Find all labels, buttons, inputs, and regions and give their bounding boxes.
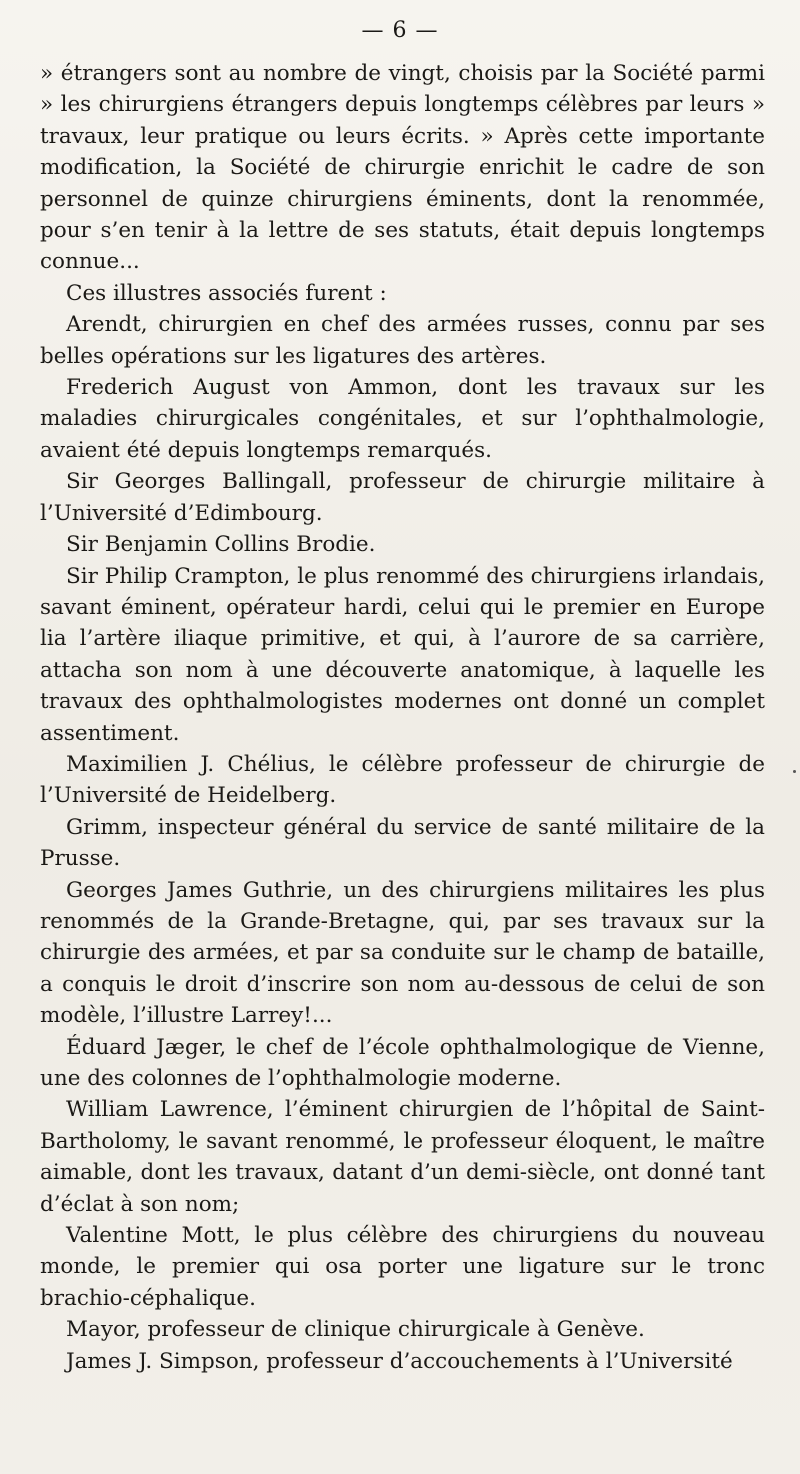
paragraph-mott: Valentine Mott, le plus célèbre des chirurgiens du nouveau monde, le premier qui osa porter une ligature sur le tronc brachio-céphalique. (40, 1223, 765, 1311)
paragraph-guthrie: Georges James Guthrie, un des chirurgiens militaires les plus renommés de la Grande-Bretagne, qui, par ses travaux sur la chirurgie des armées, et par sa conduite sur le champ de bataille, a conquis le droit d’inscrire son nom au-dessous de celui de son modèle, l’illustre Larrey!... (40, 877, 765, 1029)
paragraph-mayor: Mayor, professeur de clinique chirurgicale à Genève. (66, 1317, 645, 1343)
paragraph-jaeger: Éduard Jæger, le chef de l’école ophthalmologique de Vienne, une des colonnes de l’ophthalmologie moderne. (40, 1034, 765, 1091)
margin-mark (793, 770, 796, 773)
paragraph-chelius: Maximilien J. Chélius, le célèbre professeur de chirurgie de l’Université de Heidelberg. (40, 751, 765, 809)
paragraph-brodie: Sir Benjamin Collins Brodie. (66, 532, 376, 558)
page-number: — 6 — (361, 18, 439, 43)
paragraph-crampton: Sir Philip Crampton, le plus renommé des chirurgiens irlandais, savant éminent, opérateur hardi, celui qui le premier en Europe lia l’artère iliaque primitive, et qui, à l’aurore de sa carrière, attacha son nom à une découverte anatomique, à laquelle les travaux des ophthalmologistes modernes ont donné un complet assentiment. (40, 563, 765, 746)
paragraph-simpson: James J. Simpson, professeur d’accouchements à l’Université (66, 1348, 733, 1374)
paragraph-lawrence: William Lawrence, l’éminent chirurgien de l’hôpital de Saint-Bartholomy, le savant renommé, le professeur éloquent, le maître aimable, dont les travaux, datant d’un demi-siècle, ont donné tant d’éclat à son nom; (40, 1097, 765, 1217)
body-text (40, 58, 765, 1377)
paragraph-intro: Ces illustres associés furent : (66, 280, 387, 306)
paragraph-von-ammon: Frederich August von Ammon, dont les travaux sur les maladies chirurgicales congénitales, et sur l’ophthalmologie, avaient été depuis longtemps remarqués. (40, 375, 765, 463)
paragraph-arendt: Arendt, chirurgien en chef des armées russes, connu par ses belles opérations sur les ligatures des artères. (40, 312, 765, 369)
paragraph-grimm: Grimm, inspecteur général du service de santé militaire de la Prusse. (40, 814, 765, 872)
paragraph-ballingall: Sir Georges Ballingall, professeur de chirurgie militaire à l’Université d’Edimbourg. (40, 469, 765, 526)
paragraph-continuation: » étrangers sont au nombre de vingt, choisis par la Société parmi » les chirurgiens étrangers depuis longtemps célèbres par leurs » travaux, leur pratique ou leurs écrits. » Après cette importante modification, la Société de chirurgie enrichit le cadre de son personnel de quinze chirurgiens éminents, dont la renommée, pour s’en tenir à la lettre de ses statuts, était depuis longtemps connue... (40, 61, 765, 275)
